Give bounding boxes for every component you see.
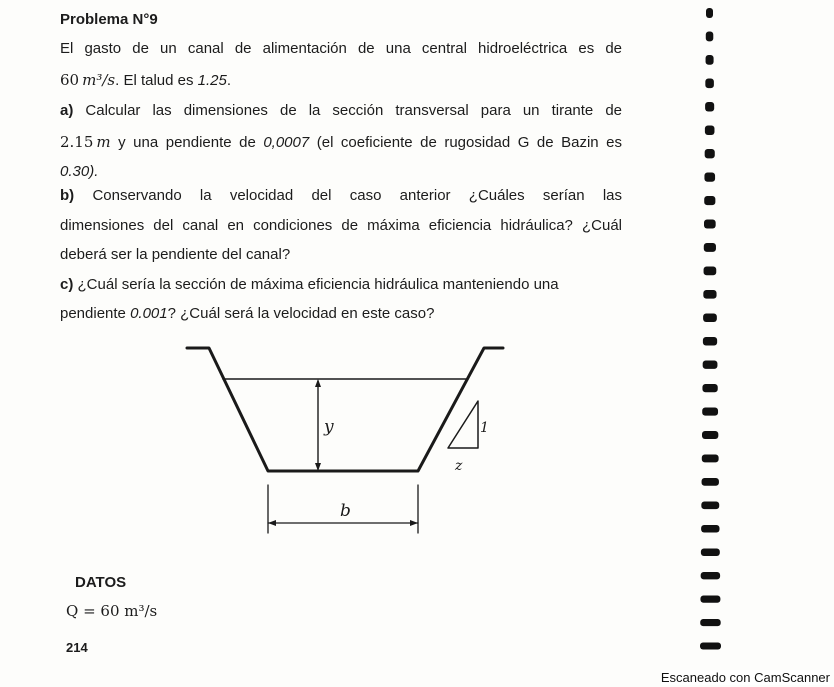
- statement-line-2: 60 m³/s. El talud es 1.25.: [60, 71, 232, 89]
- datos-formula: Q = 60 m³/s: [66, 602, 158, 620]
- binding-ring: [702, 455, 719, 463]
- depth-arrow-top: [315, 379, 321, 387]
- part-a-line-3: 0.30).: [60, 163, 99, 180]
- binding-ring: [703, 337, 717, 345]
- camscanner-watermark: Escaneado con CamScanner: [660, 670, 830, 685]
- part-c-line-1: c) ¿Cuál sería la sección de máxima eficiencia hidráulica manteniendo una: [60, 276, 559, 293]
- binding-ring: [705, 79, 714, 89]
- depth-label: y: [324, 417, 334, 437]
- base-arrow-right: [410, 520, 418, 526]
- binding-ring: [701, 502, 719, 510]
- binding-ring: [705, 126, 715, 135]
- page-number: 214: [66, 640, 88, 655]
- binding-ring: [706, 8, 713, 18]
- base-arrow-left: [268, 520, 276, 526]
- part-c-line-2: pendiente 0.001? ¿Cuál será la velocidad en este caso?: [60, 305, 435, 322]
- statement-line-1: El gasto de un canal de alimentación de una central hidroeléctrica es de: [60, 40, 622, 57]
- binding-ring: [704, 173, 715, 182]
- binding-ring: [703, 361, 718, 369]
- binding-ring: [702, 431, 718, 439]
- binding-ring: [702, 478, 719, 486]
- part-a-line-1: a) Calcular las dimensiones de la sección transversal para un tirante de: [60, 102, 622, 119]
- binding-ring: [700, 619, 720, 626]
- binding-ring: [706, 32, 714, 42]
- binding-ring: [703, 290, 716, 299]
- datos-heading: DATOS: [75, 574, 127, 591]
- binding-ring: [700, 643, 721, 650]
- binding-ring: [704, 243, 716, 252]
- binding-ring: [701, 549, 720, 556]
- spiral-binding: [690, 0, 730, 687]
- part-b-line-3: deberá ser la pendiente del canal?: [60, 246, 291, 263]
- binding-ring: [703, 314, 717, 323]
- problem-title: Problema N°9: [60, 11, 158, 28]
- binding-ring: [704, 220, 716, 229]
- binding-ring: [700, 596, 720, 603]
- part-a-line-2: 2.15 m y una pendiente de 0,0007 (el coeficiente de rugosidad G de Bazin es: [60, 133, 622, 151]
- binding-ring: [704, 196, 715, 205]
- binding-ring: [702, 408, 718, 416]
- base-label: b: [340, 501, 351, 521]
- channel-outline: [187, 348, 503, 471]
- part-b-line-1: b) Conservando la velocidad del caso anterior ¿Cuáles serían las: [60, 187, 622, 204]
- binding-ring: [705, 102, 714, 112]
- binding-ring: [704, 267, 717, 276]
- slope-vertical-label: 1: [480, 420, 489, 436]
- binding-ring: [701, 525, 719, 533]
- binding-ring: [702, 384, 717, 392]
- part-b-line-2: dimensiones del canal en condiciones de máxima eficiencia hidráulica? ¿Cuál: [60, 217, 622, 234]
- slope-horizontal-label: z: [455, 458, 463, 474]
- binding-ring: [701, 572, 720, 579]
- binding-ring: [706, 55, 714, 65]
- binding-ring: [705, 149, 715, 158]
